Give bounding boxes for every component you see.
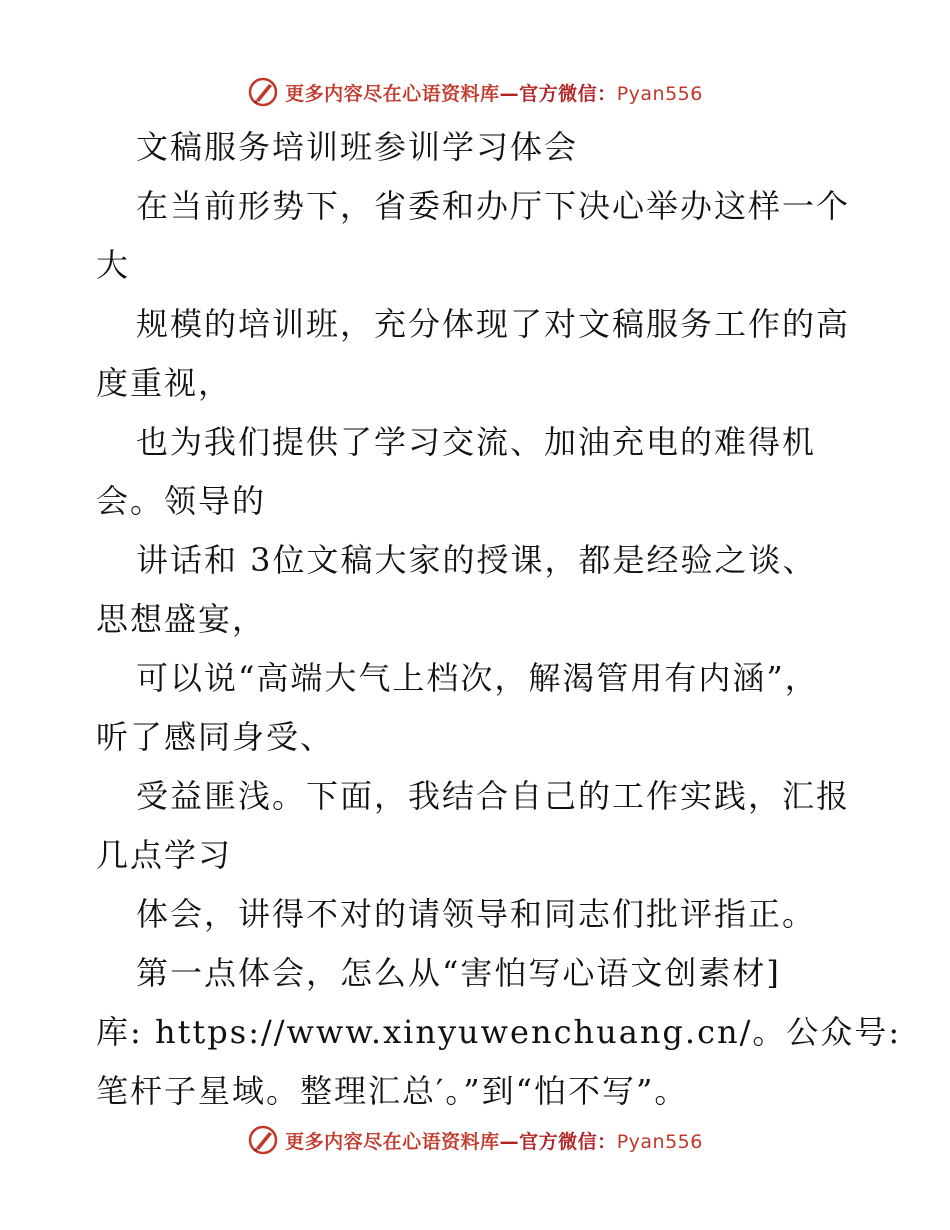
paragraph-line: 受益匪浅。下面，我结合自己的工作实践，汇报 (136, 777, 851, 815)
watermark-text: 更多内容尽在心语资料库—官方微信：Pyan556 (285, 1130, 703, 1153)
paragraph-line: 笔杆子星域。整理汇总′。”到“怕不写”。 (96, 1072, 689, 1110)
watermark-text: 更多内容尽在心语资料库—官方微信：Pyan556 (285, 82, 703, 105)
paragraph-line: 规模的培训班，充分体现了对文稿服务工作的高 (136, 305, 851, 343)
paragraph-line: 思想盛宴， (96, 600, 267, 638)
paragraph-line: 体会，讲得不对的请领导和同志们批评指正。 (136, 895, 817, 933)
header-watermark-banner (0, 72, 950, 112)
paragraph-line: 几点学习 (96, 836, 233, 874)
paragraph-line: 大 (96, 246, 131, 284)
paragraph-line: 讲话和 3位文稿大家的授课，都是经验之谈、 (136, 541, 817, 579)
paragraph-line: 库: https://www.xinyuwenchuang.cn/。公众号: (96, 1013, 902, 1051)
document-title: 文稿服务培训班参训学习体会 (136, 128, 579, 166)
paragraph-line: 度重视， (96, 364, 233, 402)
paragraph-line: 会。领导的 (96, 482, 267, 520)
paragraph-line: 可以说“高端大气上档次，解渴管用有内涵”， (136, 659, 819, 697)
pen-logo-icon (247, 1124, 279, 1156)
paragraph-line: 第一点体会，怎么从“害怕写心语文创素材] (136, 954, 781, 992)
paragraph-line: 在当前形势下，省委和办厅下决心举办这样一个 (136, 187, 851, 225)
document-body (96, 118, 902, 1121)
footer-watermark-banner (0, 1120, 950, 1160)
paragraph-line: 也为我们提供了学习交流、加油充电的难得机 (136, 423, 817, 461)
pen-logo-icon (247, 76, 279, 108)
paragraph-line: 听了感同身受、 (96, 718, 335, 756)
